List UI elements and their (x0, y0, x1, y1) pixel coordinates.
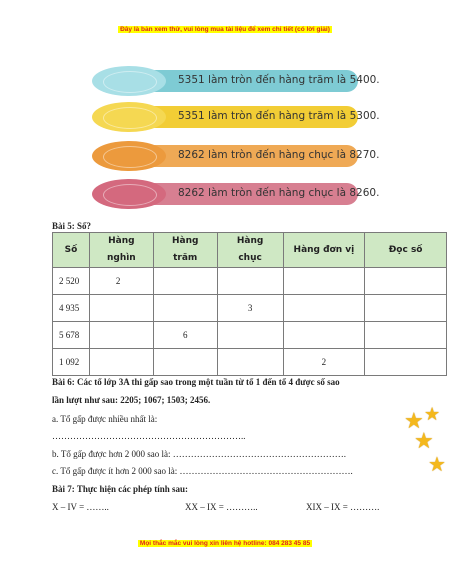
bai6-line1: Bài 6: Các tổ lớp 3A thi gấp sao trong một tuần từ tổ 1 đến tổ 4 được số sao (52, 377, 340, 387)
table-row (53, 322, 447, 349)
table-row (53, 349, 447, 376)
option-disc (92, 102, 166, 132)
table-row (53, 268, 447, 295)
top-banner (0, 26, 450, 33)
bai7-item-3[interactable]: XIX – IX = ………. (306, 502, 380, 512)
header-hang-don-vi: Hàng đơn vị (283, 233, 365, 268)
option-disc (92, 66, 166, 96)
answer-line-a[interactable]: ……………………………………………………….. (52, 431, 246, 441)
star-icon: ★ (414, 428, 434, 453)
option-disc (92, 179, 166, 209)
cell[interactable] (153, 349, 217, 376)
bai7-item-2[interactable]: XX – IX = ……….. (185, 502, 258, 512)
cell[interactable]: 6 (153, 322, 217, 349)
cell[interactable] (283, 322, 365, 349)
cell[interactable] (365, 268, 447, 295)
cell[interactable] (365, 295, 447, 322)
bottom-banner-text: Mọi thắc mắc vui lòng xin liên hệ hotline: 084 283 45 85 (139, 540, 311, 547)
cell[interactable] (89, 349, 153, 376)
cell[interactable] (89, 322, 153, 349)
cell[interactable] (283, 295, 365, 322)
star-icon: ★ (404, 408, 424, 433)
top-banner-text: Đây là bản xem thử, vui lòng mua tài liệu để xem chi tiết (có lời giải) (120, 26, 330, 33)
option-text: 8262 làm tròn đến hàng chục là 8260. (178, 187, 380, 199)
option-text: 8262 làm tròn đến hàng chục là 8270. (178, 149, 380, 161)
option-disc (92, 141, 166, 171)
cell[interactable] (283, 268, 365, 295)
header-hang-chuc: Hàng chục (217, 233, 283, 268)
cell[interactable] (365, 322, 447, 349)
bai6-question-c[interactable]: c. Tổ gấp được ít hơn 2 000 sao là: …………………………………………………. (52, 466, 353, 476)
cell[interactable] (89, 295, 153, 322)
bai5-title: Bài 5: Số? (52, 221, 92, 231)
cell: 5 678 (53, 322, 90, 349)
bai7-item-1[interactable]: X – IV = …….. (52, 502, 109, 512)
table-header-row (53, 233, 447, 268)
cell: 1 092 (53, 349, 90, 376)
cell[interactable] (153, 268, 217, 295)
cell[interactable] (153, 295, 217, 322)
bai6-question-b[interactable]: b. Tổ gấp được hơn 2 000 sao là: …………………………………………………. (52, 449, 346, 459)
star-icon: ★ (424, 404, 441, 424)
option-text: 5351 làm tròn đến hàng trăm là 5300. (178, 110, 380, 122)
cell: 2 520 (53, 268, 90, 295)
header-hang-tram: Hàng trăm (153, 233, 217, 268)
header-doc-so: Đọc số (365, 233, 447, 268)
star-icon: ★ (428, 454, 446, 476)
cell[interactable]: 3 (217, 295, 283, 322)
table-row (53, 295, 447, 322)
cell[interactable] (217, 322, 283, 349)
place-value-table (52, 232, 447, 376)
option-text: 5351 làm tròn đến hàng trăm là 5400. (178, 74, 380, 86)
header-hang-nghin: Hàng nghìn (89, 233, 153, 268)
bai6-question-a: a. Tổ gấp được nhiều nhất là: (52, 414, 158, 424)
cell: 4 935 (53, 295, 90, 322)
bai7-title: Bài 7: Thực hiện các phép tính sau: (52, 484, 189, 494)
cell[interactable]: 2 (89, 268, 153, 295)
cell[interactable]: 2 (283, 349, 365, 376)
cell[interactable] (217, 268, 283, 295)
header-so: Số (53, 233, 90, 268)
bai6-line2: lần lượt như sau: 2205; 1067; 1503; 2456. (52, 395, 211, 405)
bottom-banner (0, 540, 450, 547)
cell[interactable] (365, 349, 447, 376)
cell[interactable] (217, 349, 283, 376)
